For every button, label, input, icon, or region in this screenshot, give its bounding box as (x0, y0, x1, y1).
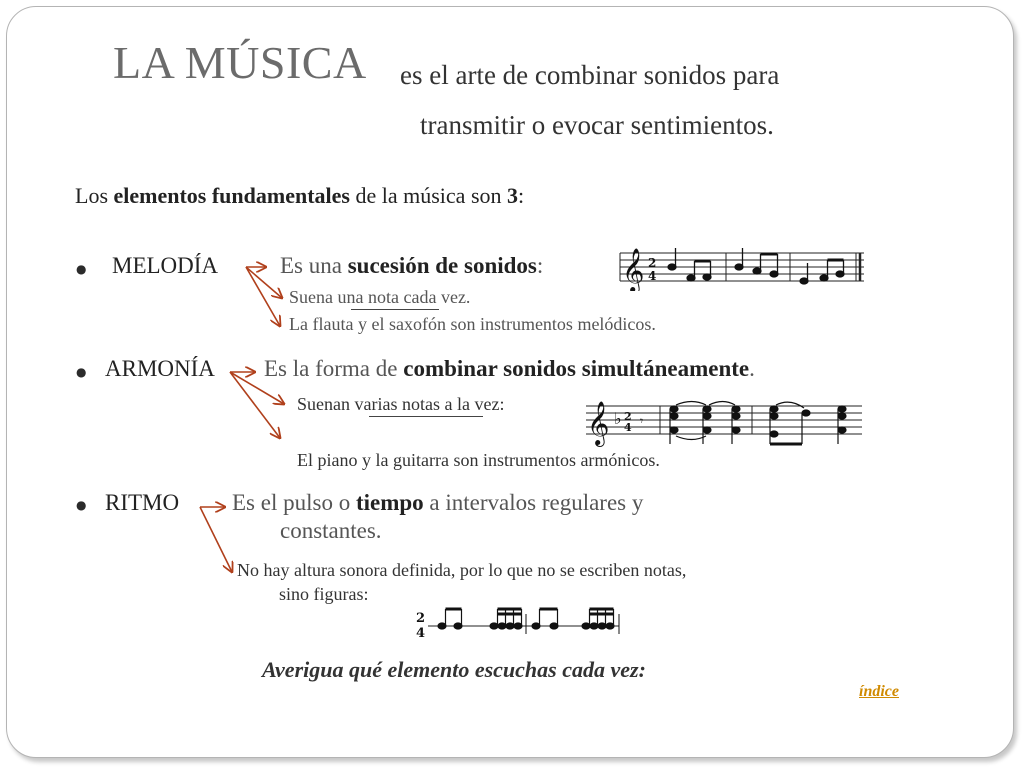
harmony-score-image (584, 394, 864, 448)
melodia-def-bold: sucesión de sonidos (347, 253, 537, 278)
armonia-def-before: Es la forma de (264, 356, 404, 381)
armonia-definition (264, 356, 755, 382)
melodia-def-before: Es una (280, 253, 348, 278)
armonia-sub1-after: a la vez: (439, 394, 505, 414)
intro-before: Los (75, 183, 114, 208)
melodia-sub1-underlined: una nota (337, 287, 399, 307)
melodia-definition (280, 253, 543, 279)
svg-text:𝄞: 𝄞 (622, 248, 645, 291)
bullet-icon: ● (76, 498, 87, 512)
underline-una-nota (351, 309, 439, 310)
intro-bold: elementos fundamentales (113, 183, 350, 208)
armonia-sub-2: El piano y la guitarra son instrumentos armónicos. (297, 450, 660, 470)
svg-text:♭: ♭ (614, 409, 622, 428)
melodia-sub1-before: Suena (289, 287, 338, 307)
question-text: Averigua qué elemento escuchas cada vez: (262, 657, 646, 682)
bullet-icon: ● (76, 262, 87, 276)
intro-number: 3 (507, 183, 519, 208)
ritmo-def-bold: tiempo (355, 490, 424, 515)
ritmo-def-after: a intervalos regulares y (423, 490, 644, 515)
ritmo-definition-line-2: constantes. (280, 518, 382, 543)
melodia-label: MELODÍA (112, 253, 219, 278)
armonia-sub1-before: Suenan (297, 394, 355, 414)
melody-score-image (618, 243, 866, 291)
armonia-sub1-underlined: varias notas (354, 394, 440, 414)
index-link[interactable]: índice (859, 683, 899, 700)
ritmo-def-before: Es el pulso o (232, 490, 356, 515)
armonia-def-bold: combinar sonidos simultáneamente (403, 356, 750, 381)
svg-text:𝄾: 𝄾 (640, 414, 644, 428)
intro-after: de la música son (349, 183, 508, 208)
svg-text:4: 4 (624, 421, 632, 434)
title-main: LA MÚSICA (113, 37, 367, 88)
ritmo-sub-1: No hay altura sonora definida, por lo que no se escriben notas, (237, 560, 687, 580)
rhythm-figures-image (414, 604, 624, 644)
time-signature-top: 2 (416, 611, 426, 626)
melodia-def-after: : (536, 253, 544, 278)
armonia-label: ARMONÍA (105, 356, 215, 381)
svg-text:2: 2 (648, 256, 657, 270)
underline-varias-notas (369, 416, 483, 417)
svg-text:2: 2 (624, 410, 632, 423)
armonia-def-after: . (749, 356, 755, 381)
armonia-sub-1 (297, 394, 504, 415)
intro-colon: : (518, 183, 525, 208)
title-line-1: es el arte de combinar sonidos para (400, 60, 780, 90)
melodia-sub-2: La flauta y el saxofón son instrumentos melódicos. (289, 314, 656, 334)
time-signature-bottom: 4 (416, 626, 426, 641)
title-line-2: transmitir o evocar sentimientos. (420, 110, 774, 140)
intro-text (75, 183, 524, 209)
melodia-sub-1 (289, 287, 470, 308)
melodia-sub1-after: cada vez. (398, 287, 471, 307)
ritmo-definition (232, 490, 643, 516)
bullet-icon: ● (76, 365, 87, 379)
ritmo-label: RITMO (105, 490, 180, 515)
ritmo-sub-2: sino figuras: (279, 584, 369, 604)
svg-text:4: 4 (648, 269, 657, 283)
svg-text:𝄞: 𝄞 (587, 401, 610, 445)
